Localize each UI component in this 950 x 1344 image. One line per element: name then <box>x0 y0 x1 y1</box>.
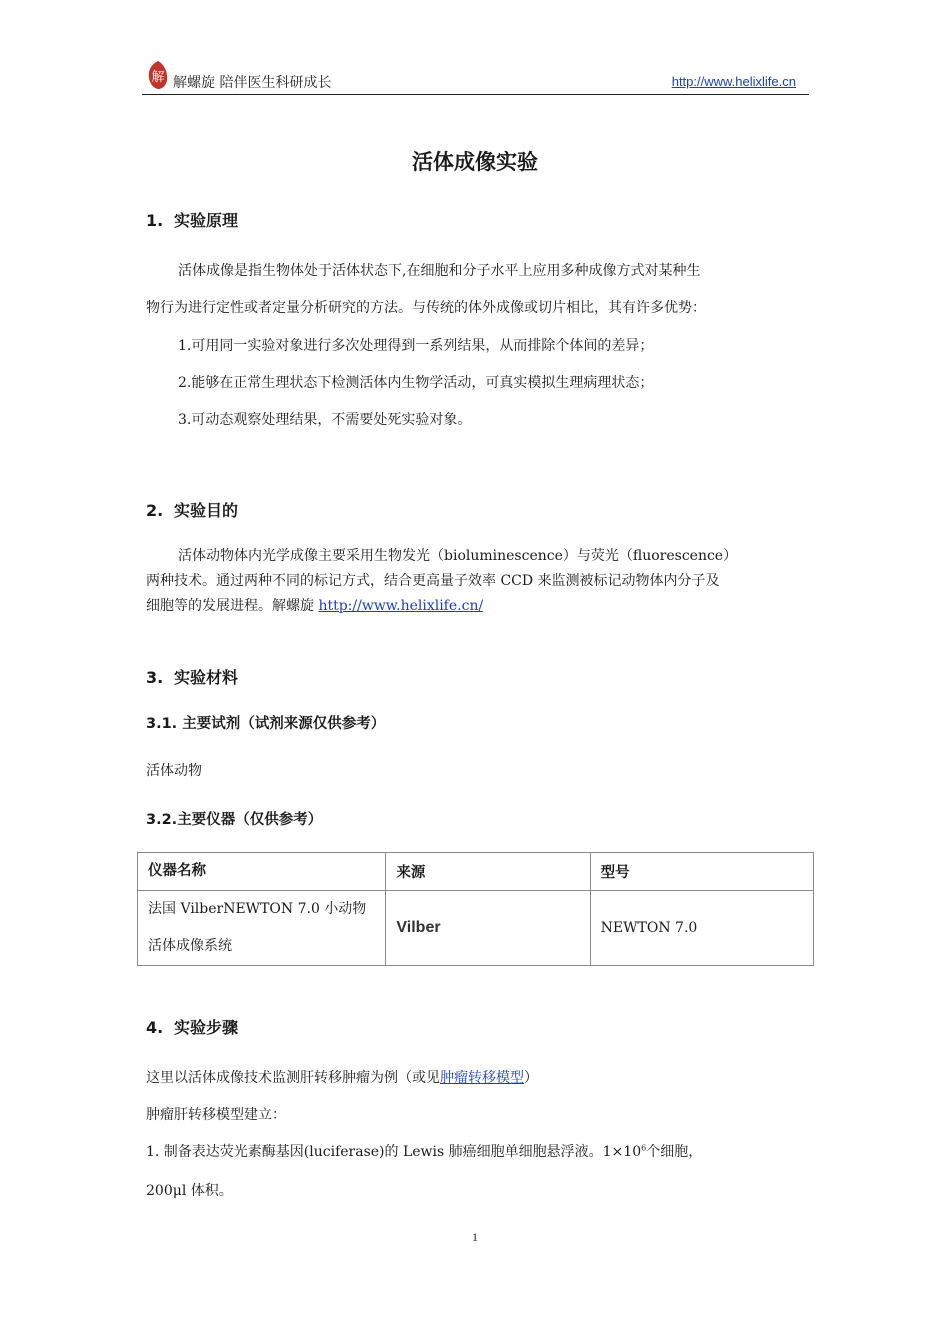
section-2-line-3: 细胞等的发展进程。解螺旋 http://www.helixlife.cn/ <box>146 598 484 614</box>
table-header-model: 型号 <box>590 853 813 891</box>
table-row <box>138 891 814 966</box>
header-divider <box>142 94 809 95</box>
section-3-heading: 3. 实验材料 <box>146 668 239 687</box>
section-1-paragraph-line-2: 物行为进行定性或者定量分析研究的方法。与传统的体外成像或切片相比，其有许多优势： <box>146 300 706 316</box>
instrument-name-cell: 法国 VilberNEWTON 7.0 小动物 活体成像系统 <box>138 891 386 966</box>
section-1-paragraph-line-1: 活体成像是指生物体处于活体状态下,在细胞和分子水平上应用多种成像方式对某种生 <box>178 263 701 279</box>
advantage-item-2: 2.能够在正常生理状态下检测活体内生物学活动，可真实模拟生理病理状态； <box>178 375 654 391</box>
svg-text:解: 解 <box>151 70 165 85</box>
subsection-3-2-heading: 3.2.主要仪器（仅供参考） <box>146 812 323 828</box>
header-brand: 解螺旋 陪伴医生科研成长 <box>173 75 332 91</box>
reagent-text: 活体动物 <box>146 763 202 779</box>
tumor-metastasis-model-link[interactable]: 肿瘤转移模型 <box>440 1070 524 1086</box>
helixlife-logo <box>146 60 170 90</box>
document-title: 活体成像实验 <box>412 150 538 174</box>
instrument-source-cell: Vilber <box>386 891 590 966</box>
step-1-line-1: 1. 制备表达荧光素酶基因(luciferase)的 Lewis 肺癌细胞单细胞悬浮液。$1\times 10^6$个细胞， <box>146 1143 703 1160</box>
table-header-row <box>138 853 814 891</box>
model-setup-line: 肿瘤肝转移模型建立： <box>146 1107 286 1123</box>
advantage-item-3: 3.可动态观察处理结果，不需要处死实验对象。 <box>178 412 472 428</box>
instrument-table <box>137 852 814 966</box>
table-header-source: 来源 <box>386 853 590 891</box>
header-url-link[interactable]: http://www.helixlife.cn <box>671 74 796 89</box>
section-1-heading: 1. 实验原理 <box>146 211 239 230</box>
section-4-intro: 这里以活体成像技术监测肝转移肿瘤为例（或见肿瘤转移模型） <box>146 1070 538 1086</box>
section-4-heading: 4. 实验步骤 <box>146 1018 239 1037</box>
instrument-model-cell: NEWTON 7.0 <box>590 891 813 966</box>
subsection-3-1-heading: 3.1. 主要试剂（试剂来源仅供参考） <box>146 716 386 732</box>
section-2-heading: 2. 实验目的 <box>146 501 239 520</box>
table-header-name: 仪器名称 <box>138 853 386 891</box>
page-number: 1 <box>472 1230 478 1244</box>
section-2-line-1: 活体动物体内光学成像主要采用生物发光（bioluminescence）与荧光（fluorescence） <box>178 548 738 564</box>
advantage-item-1: 1.可用同一实验对象进行多次处理得到一系列结果，从而排除个体间的差异； <box>178 338 654 354</box>
section-2-line-2: 两种技术。通过两种不同的标记方式，结合更高量子效率 CCD 来监测被标记动物体内分子及 <box>146 573 720 589</box>
helixlife-link[interactable]: http://www.helixlife.cn/ <box>318 598 484 614</box>
step-1-line-2: 200μl 体积。 <box>146 1183 233 1199</box>
